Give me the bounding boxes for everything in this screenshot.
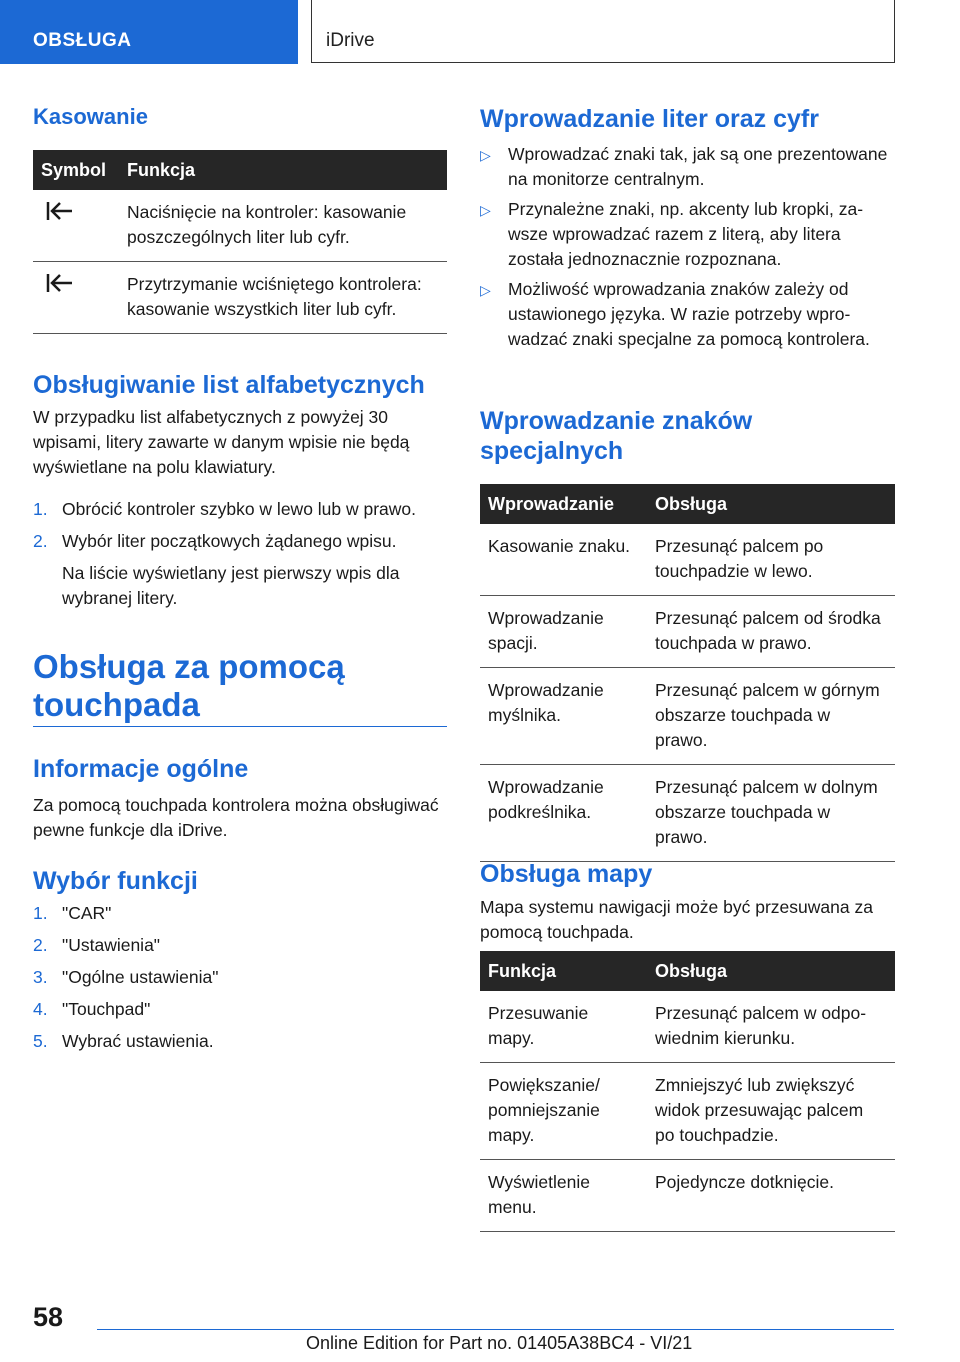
alfabet-note: Na liście wyświetlany jest pierwszy wpis dla wybranej litery. xyxy=(62,563,400,608)
list-item: 1. "CAR" xyxy=(33,903,112,923)
page-number: 58 xyxy=(33,1302,64,1332)
alfabet-text: W przypadku list alfabetycznych z powyżej 30 wpisami, litery zawarte w danym wpisie nie będą wyświetlane na polu klawiatury. xyxy=(33,407,410,477)
table-row xyxy=(33,262,447,334)
footer-divider xyxy=(97,1329,894,1330)
chapter-label: iDrive xyxy=(326,30,375,51)
table-row: Wprowadzanie podkreślnika. Przesunąć palcem w dolnym obszarze touchpada w prawo. xyxy=(480,765,895,862)
row-text: Naciśnięcie na kontroler: kasowanie poszczególnych liter lub cyfr. xyxy=(119,190,447,262)
chapter-tab xyxy=(311,0,895,63)
mapa-table xyxy=(480,951,895,1232)
info-text: Za pomocą touchpada kontrolera można obsługiwać pewne funkcje dla iDrive. xyxy=(33,795,439,840)
alfabet-title: Obsługiwanie list alfabetycznych xyxy=(33,371,425,399)
touchpad-title: Obsługa za pomocą touchpada xyxy=(33,648,345,723)
liter-bullets xyxy=(480,142,892,357)
section-divider xyxy=(33,726,447,727)
row-text: Przytrzymanie wciśniętego kontrolera: kasowanie wszystkich liter lub cyfr. xyxy=(119,262,447,334)
kasowanie-title: Kasowanie xyxy=(33,104,148,129)
table-row: Przesuwanie mapy. Przesunąć palcem w odpowiednim kierunku. xyxy=(480,991,895,1063)
alfabet-steps xyxy=(33,497,453,561)
section-tab xyxy=(0,0,298,64)
wybor-title: Wybór funkcji xyxy=(33,867,198,895)
footer-edition: Online Edition for Part no. 01405A38BC4 - VI/21 xyxy=(306,1333,693,1353)
list-item: ▷ Przynależne znaki, np. akcenty lub kropki, zawsze wprowadzać razem z literą, aby litera została jednoznacznie rozpoznana. xyxy=(480,199,864,269)
col-header-obsluga: Obsługa xyxy=(647,951,895,991)
backspace-icon xyxy=(45,200,75,222)
table-row xyxy=(33,190,447,262)
col-header-wprowadzanie: Wprowadzanie xyxy=(480,484,647,524)
table-row: Wprowadzanie myślnika. Przesunąć palcem w górnym obszarze touchpada w prawo. xyxy=(480,668,895,765)
list-item: 5. Wybrać ustawienia. xyxy=(33,1031,214,1051)
table-row: Powiększanie/ pomniejszanie mapy. Zmniejszyć lub zwiększyć widok przesuwając palcem po touchpadzie. xyxy=(480,1063,895,1160)
znakow-title: Wprowadzanie znaków specjalnych xyxy=(480,407,753,465)
liter-title: Wprowadzanie liter oraz cyfr xyxy=(480,105,819,133)
list-item: 2. Wybór liter początkowych żądanego wpisu. xyxy=(33,531,397,551)
znakow-table xyxy=(480,484,895,862)
table-row: Kasowanie znaku. Przesunąć palcem po touchpadzie w lewo. xyxy=(480,524,895,596)
list-item: ▷ Możliwość wprowadzania znaków zależy od ustawionego języka. W razie potrzeby wprowadzać znaki specjalne za pomocą kontrolera. xyxy=(480,279,870,349)
col-header-obsluga: Obsługa xyxy=(647,484,895,524)
col-header-funkcja: Funkcja xyxy=(119,150,447,190)
wybor-steps xyxy=(33,901,447,1061)
col-header-funkcja: Funkcja xyxy=(480,951,647,991)
list-item: 1. Obrócić kontroler szybko w lewo lub w prawo. xyxy=(33,499,417,519)
kasowanie-table xyxy=(33,150,447,334)
list-item: ▷ Wprowadzać znaki tak, jak są one prezentowane na monitorze centralnym. xyxy=(480,144,888,189)
triangle-bullet-icon: ▷ xyxy=(480,202,491,218)
info-title: Informacje ogólne xyxy=(33,755,249,783)
table-row: Wyświetlenie menu. Pojedyncze dotknięcie. xyxy=(480,1160,895,1232)
triangle-bullet-icon: ▷ xyxy=(480,147,491,163)
triangle-bullet-icon: ▷ xyxy=(480,282,491,298)
mapa-title: Obsługa mapy xyxy=(480,860,653,888)
list-item: 3. "Ogólne ustawienia" xyxy=(33,967,219,987)
backspace-icon xyxy=(45,272,75,294)
list-item: 2. "Ustawienia" xyxy=(33,935,161,955)
col-header-symbol: Symbol xyxy=(33,150,119,190)
mapa-text: Mapa systemu nawigacji może być przesuwana za pomocą touchpada. xyxy=(480,897,873,942)
list-item: 4. "Touchpad" xyxy=(33,999,151,1019)
table-row: Wprowadzanie spacji. Przesunąć palcem od środka touchpada w prawo. xyxy=(480,596,895,668)
section-label: OBSŁUGA xyxy=(33,30,132,51)
